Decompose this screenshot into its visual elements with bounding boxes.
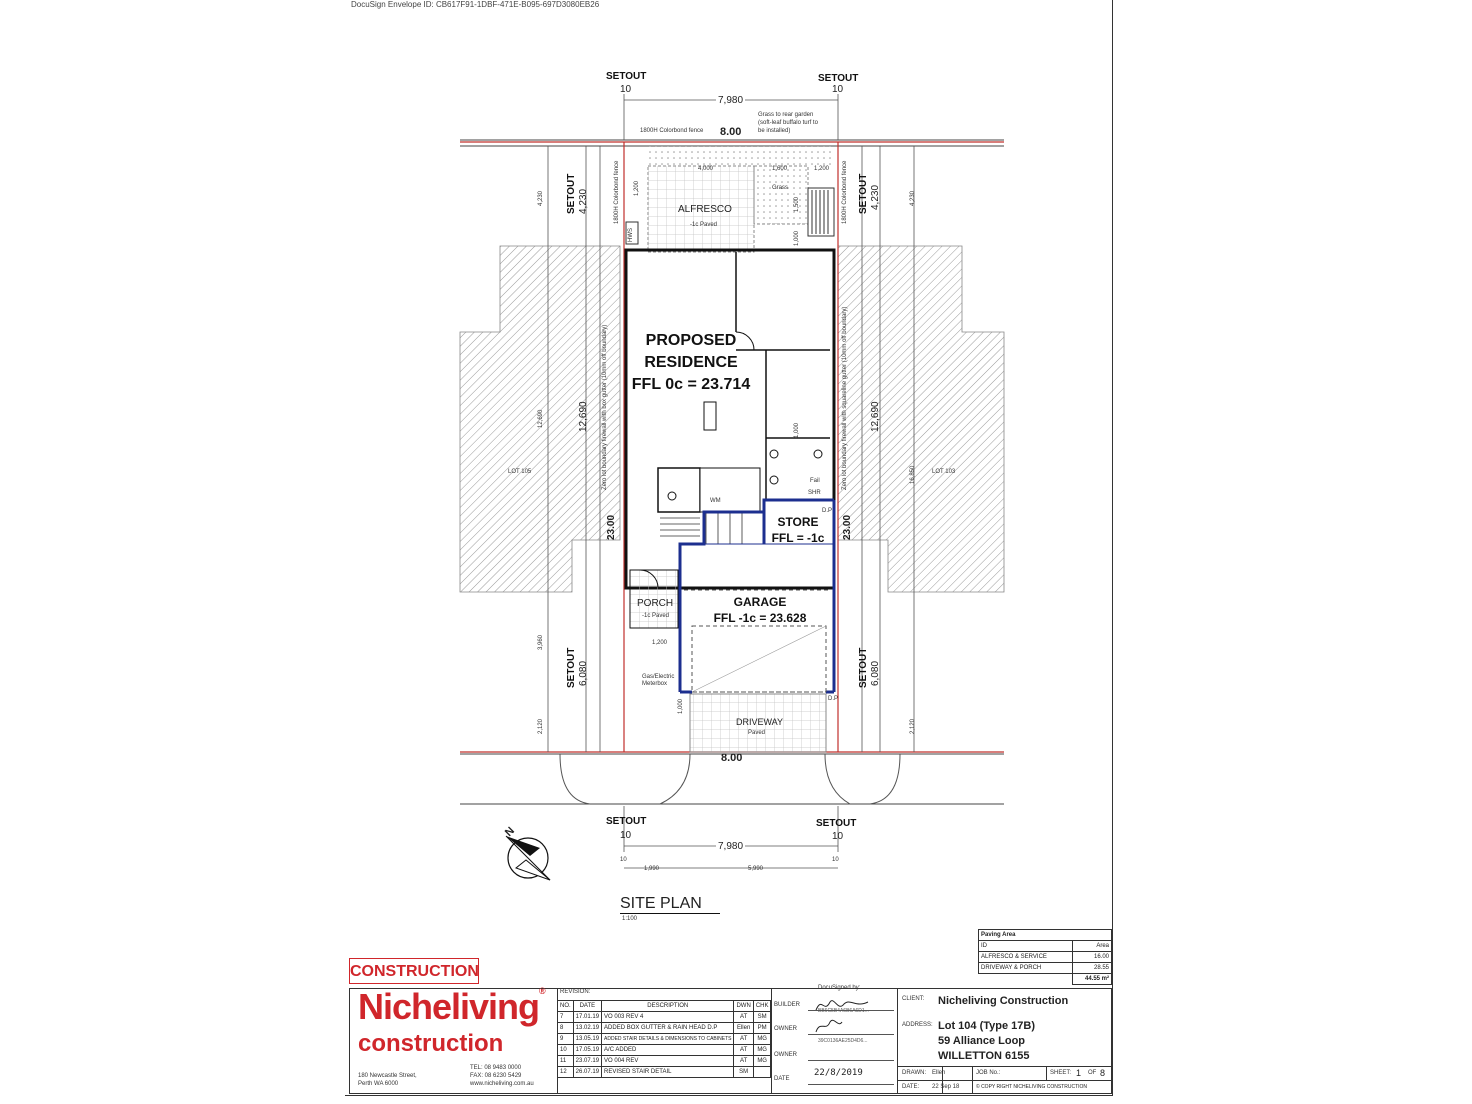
rev-date: 23.07.19 <box>573 1056 601 1067</box>
store-label-line-1: STORE <box>777 515 819 529</box>
alfresco-label: ALFRESCO <box>678 204 732 215</box>
rev-desc: A/C ADDED <box>602 1045 734 1056</box>
revision-header-description: DESCRIPTION <box>602 1001 734 1012</box>
residence-label-line-2: RESIDENCE <box>644 354 738 371</box>
brand-tel: TEL: 08 9483 0000 <box>470 1065 522 1071</box>
dim-1200-top: 1,200 <box>814 166 830 172</box>
rev-dwn: Ellen <box>734 1023 753 1034</box>
copyright: © COPY RIGHT NICHELIVING CONSTRUCTION <box>976 1084 1088 1090</box>
setout-left-front-value: 6,080 <box>578 660 589 686</box>
table-row <box>558 1045 771 1056</box>
porch-label: PORCH <box>637 598 674 609</box>
signoff-panel <box>771 985 897 1094</box>
dim-1500: 1,500 <box>794 196 800 212</box>
setout-right-rear-label: SETOUT <box>858 173 869 214</box>
rev-chk: SM <box>753 1012 771 1023</box>
revision-header-dwn: DWN <box>734 1001 753 1012</box>
date-label: DATE <box>774 1076 790 1082</box>
signature-graphic <box>812 992 872 1036</box>
date-value-client: 22 Sep 18 <box>932 1084 960 1090</box>
address-line-1: Lot 104 (Type 17B) <box>938 1020 1035 1032</box>
table-row <box>979 963 1112 974</box>
setout-left-rear-label: SETOUT <box>566 173 577 214</box>
grass-note-1: Grass to rear garden <box>758 112 814 118</box>
wm-label: WM <box>710 498 721 504</box>
table-row <box>558 1056 771 1067</box>
address-label: ADDRESS: <box>902 1022 933 1028</box>
drawn-label: DRAWN: <box>902 1070 927 1076</box>
rev-dwn: SM <box>734 1067 753 1078</box>
brand-address-1: 180 Newcastle Street, <box>358 1073 417 1079</box>
left-wall-note: Zero lot boundary firewall with box gutter (10mm off boundary) <box>602 324 608 490</box>
rl-right: 23.00 <box>842 514 853 540</box>
dim-1600: 1,600 <box>772 166 788 172</box>
setout-right-rear-value: 4,230 <box>870 184 881 210</box>
dp-label-bottom: D.P <box>828 696 839 702</box>
brand-sub: construction <box>358 1030 504 1057</box>
paving-row-area: 16.00 <box>1073 952 1112 963</box>
setout-right-front-value: 6,080 <box>870 660 881 686</box>
lot-left-label: LOT 105 <box>508 469 532 475</box>
outer-front-2-right: 2,120 <box>910 718 916 734</box>
dim-1000-front: 1,000 <box>678 698 684 714</box>
client-panel <box>897 988 1112 1094</box>
client-value: Nicheliving Construction <box>938 995 1069 1007</box>
lot-right-label: LOT 103 <box>932 469 956 475</box>
rev-date: 17.01.19 <box>573 1012 601 1023</box>
setout-left-front-label: SETOUT <box>566 647 577 688</box>
rev-dwn: AT <box>734 1056 753 1067</box>
fence-side-note-left: 1800H Colorbond fence <box>614 160 620 224</box>
rev-no: 9 <box>558 1034 574 1045</box>
table-row <box>558 1023 771 1034</box>
setout-bottom-left-value: 10 <box>620 830 632 841</box>
owner-label-2: OWNER <box>774 1052 797 1058</box>
setout-bottom-right-value: 10 <box>832 831 844 842</box>
rev-chk: PM <box>753 1023 771 1034</box>
house-outline <box>626 250 834 628</box>
north-arrow <box>506 836 550 880</box>
garage-label <box>700 594 820 626</box>
setout-right-front-label: SETOUT <box>858 647 869 688</box>
store-ffl: FFL = -1c <box>771 531 825 545</box>
dim-1000-rear: 1,000 <box>794 230 800 246</box>
setout-top-right-label: SETOUT <box>818 73 859 84</box>
bottom-dim-d: 10 <box>832 857 839 863</box>
frontage-bottom: 8.00 <box>721 752 743 764</box>
setout-top-left-value: 10 <box>620 84 632 95</box>
site-plan-scale: 1:100 <box>622 916 638 922</box>
rev-chk: MG <box>753 1056 771 1067</box>
paving-title: Paving Area <box>979 930 1112 941</box>
bottom-dim-b: 1,990 <box>644 866 660 872</box>
revision-header-chk: CHK <box>753 1001 771 1012</box>
paving-col-area: Area <box>1073 941 1112 952</box>
outer-left-mid: 12,690 <box>538 409 544 428</box>
rev-desc: VO 003 REV 4 <box>602 1012 734 1023</box>
fence-side-note-right: 1800H Colorbond fence <box>842 160 848 224</box>
hws-label: HWS <box>628 228 634 242</box>
address-line-2: 59 Alliance Loop <box>938 1035 1026 1047</box>
brand-web: www.nicheliving.com.au <box>470 1081 534 1087</box>
fence-note: 1800H Colorbond fence <box>640 128 704 134</box>
setout-left-rear-value: 4,230 <box>578 188 589 214</box>
bottom-dim-a: 10 <box>620 857 627 863</box>
rev-desc: VO 004 REV <box>602 1056 734 1067</box>
table-row <box>558 1012 771 1023</box>
drawn-value: Ellen <box>932 1070 946 1076</box>
revision-label: REVISION: <box>560 989 591 995</box>
store-label <box>766 514 830 546</box>
paving-col-id: ID <box>979 941 1073 952</box>
rev-dwn: AT <box>734 1045 753 1056</box>
side-length-left: 12,690 <box>578 401 589 432</box>
table-row <box>979 952 1112 963</box>
dim-1200-rear: 1,200 <box>634 180 640 196</box>
client-label: CLIENT: <box>902 996 925 1002</box>
driveway-sub: Paved <box>748 730 766 736</box>
builder-label: BUILDER <box>774 1002 801 1008</box>
grass-note-2: (soft-leaf buffalo turf to <box>758 120 818 126</box>
rev-no: 7 <box>558 1012 574 1023</box>
rev-chk <box>753 1067 771 1078</box>
address-line-3: WILLETTON 6155 <box>938 1050 1030 1062</box>
rev-no: 11 <box>558 1056 574 1067</box>
rev-chk: MG <box>753 1045 771 1056</box>
rev-no: 10 <box>558 1045 574 1056</box>
paving-total: 44.55 m² <box>1073 974 1112 985</box>
rev-date: 26.07.19 <box>573 1067 601 1078</box>
rev-desc: REVISED STAIR DETAIL <box>602 1067 734 1078</box>
rev-chk: MG <box>753 1034 771 1045</box>
paving-row-area: 28.55 <box>1073 963 1112 974</box>
owner-label-1: OWNER <box>774 1026 797 1032</box>
dim-4000: 4,000 <box>698 166 714 172</box>
garage-label-line-1: GARAGE <box>733 595 787 609</box>
signer-id-1: BB6C5B4A6B6A6D1... <box>818 1008 869 1014</box>
site-plan-title: SITE PLAN <box>620 895 720 914</box>
paving-area-table <box>978 929 1112 985</box>
revision-header-date: DATE <box>573 1001 601 1012</box>
porch-sub: -1c Paved <box>642 613 670 619</box>
dp-label-top: D.P <box>822 508 833 514</box>
right-wall-note: Zero lot boundary firewall with squareline gutter (10mm off boundary) <box>842 306 848 490</box>
paving-row-id: DRIVEWAY & PORCH <box>979 963 1073 974</box>
revision-header-no: NO. <box>558 1001 574 1012</box>
width-dim-top: 7,980 <box>718 95 744 106</box>
rev-desc: ADDED STAIR DETAILS & DIMENSIONS TO CABINETS <box>602 1034 734 1045</box>
width-dim-bottom: 7,980 <box>718 841 744 852</box>
outer-rear-left: 4,230 <box>538 190 544 206</box>
rev-dwn: AT <box>734 1034 753 1045</box>
docusigned-label: DocuSigned by: <box>818 985 861 991</box>
side-length-right: 12,690 <box>870 401 881 432</box>
residence-label-line-1: PROPOSED <box>645 332 737 349</box>
rev-date: 13.02.19 <box>573 1023 601 1034</box>
rev-date: 17.05.19 <box>573 1045 601 1056</box>
brand-logo <box>358 986 545 1028</box>
paving-row-id: ALFRESCO & SERVICE <box>979 952 1073 963</box>
signer-id-2: 39C0136AE25D4D6... <box>818 1038 868 1044</box>
grass-label: Grass <box>772 185 789 191</box>
signoff-date-value: 22/8/2019 <box>814 1068 863 1078</box>
outer-right-total: 16,850 <box>910 465 916 484</box>
setout-bottom-right-label: SETOUT <box>816 818 857 829</box>
rev-no: 12 <box>558 1067 574 1078</box>
brand-name: Nicheliving <box>358 986 540 1027</box>
north-label: N <box>502 824 518 840</box>
date-label-client: DATE: <box>902 1084 920 1090</box>
residence-label <box>628 330 754 396</box>
dim-1200-porch: 1,200 <box>652 640 668 646</box>
brand-reg: ® <box>539 986 545 996</box>
outer-rear-right: 4,230 <box>910 190 916 206</box>
frontage-top: 8.00 <box>720 126 742 138</box>
brand-fax: FAX: 08 6230 5429 <box>470 1073 522 1079</box>
rl-left: 23.00 <box>606 514 617 540</box>
residence-ffl: FFL 0c = 23.714 <box>631 376 751 393</box>
neighbour-lot-right <box>838 246 1004 592</box>
grass-note-3: be installed) <box>758 128 791 134</box>
sheet-of-label: OF <box>1088 1070 1097 1076</box>
table-row <box>558 1067 771 1078</box>
rev-no: 8 <box>558 1023 574 1034</box>
bottom-dim-c: 5,990 <box>748 866 764 872</box>
alfresco-sub: -1c Paved <box>690 222 718 228</box>
setout-top-left-label: SETOUT <box>606 71 647 82</box>
rev-date: 13.05.19 <box>573 1034 601 1045</box>
driveway-label: DRIVEWAY <box>736 717 784 727</box>
garage-ffl: FFL -1c = 23.628 <box>713 611 807 625</box>
sheet-total: 8 <box>1100 1068 1106 1078</box>
fail-label: Fail <box>810 478 820 484</box>
outer-front-1: 3,960 <box>538 634 544 650</box>
dim-1000-mid: 1,000 <box>794 422 800 438</box>
table-row <box>558 1034 771 1045</box>
rev-dwn: AT <box>734 1012 753 1023</box>
shr-label: SHR <box>808 490 821 496</box>
gas-meter-label: Gas/Electric Meterbox <box>642 674 675 687</box>
construction-tag: CONSTRUCTION <box>349 958 479 984</box>
job-label: JOB No.: <box>976 1070 1001 1076</box>
rev-desc: ADDED BOX GUTTER & RAIN HEAD D.P <box>602 1023 734 1034</box>
outer-front-2-left: 2,120 <box>538 718 544 734</box>
setout-bottom-left-label: SETOUT <box>606 816 647 827</box>
sheet-label: SHEET: <box>1050 1070 1072 1076</box>
setout-top-right-value: 10 <box>832 84 844 95</box>
sheet-value: 1 <box>1076 1068 1082 1078</box>
brand-address-2: Perth WA 6000 <box>358 1081 399 1087</box>
revision-panel <box>557 988 771 1094</box>
docusign-envelope-id: DocuSign Envelope ID: CB617F91-1DBF-471E-B095-697D3080EB26 <box>351 0 600 9</box>
